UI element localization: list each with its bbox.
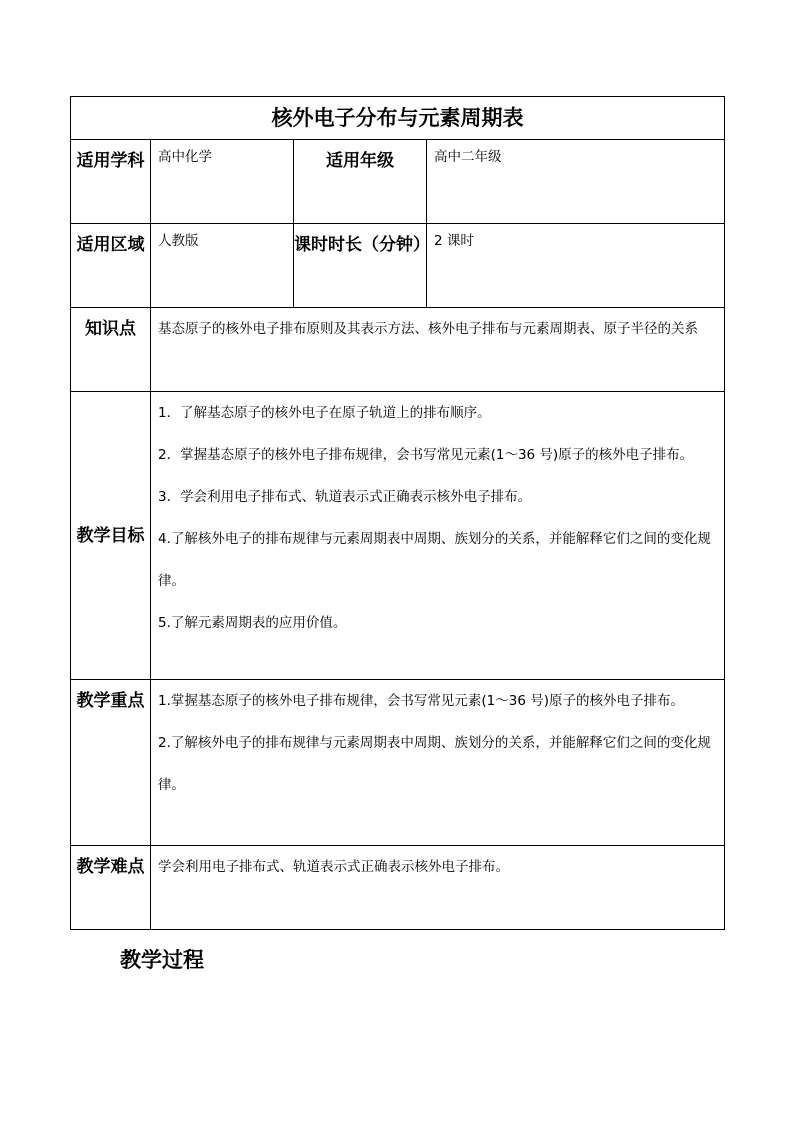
key-points-label: 教学重点 — [71, 680, 151, 846]
grade-value: 高中二年级 — [427, 140, 725, 224]
region-label: 适用区域 — [71, 224, 151, 308]
goal-item: 5.了解元素周期表的应用价值。 — [158, 615, 347, 631]
difficulty-value: 学会利用电子排布式、轨道表示式正确表示核外电子排布。 — [151, 846, 725, 930]
knowledge-row — [71, 308, 725, 392]
duration-value: 2 课时 — [427, 224, 725, 308]
difficulty-label: 教学难点 — [71, 846, 151, 930]
subject-label: 适用学科 — [71, 140, 151, 224]
difficulty-row — [71, 846, 725, 930]
goal-item: 4.了解核外电子的排布规律与元素周期表中周期、族划分的关系，并能解释它们之间的变化规律。 — [158, 531, 711, 589]
subject-row — [71, 140, 725, 224]
process-heading: 教学过程 — [120, 948, 204, 972]
region-row — [71, 224, 725, 308]
key-points-row — [71, 680, 725, 846]
duration-label: 课时时长（分钟） — [294, 224, 427, 308]
subject-value: 高中化学 — [151, 140, 294, 224]
key-points-list — [151, 680, 725, 846]
goal-item: 1．了解基态原子的核外电子在原子轨道上的排布顺序。 — [158, 405, 491, 421]
knowledge-value: 基态原子的核外电子排布原则及其表示方法、核外电子排布与元素周期表、原子半径的关系 — [151, 308, 725, 392]
document-title: 核外电子分布与元素周期表 — [71, 97, 725, 140]
goal-item: 2．掌握基态原子的核外电子排布规律，会书写常见元素(1～36 号)原子的核外电子排布。 — [158, 447, 694, 463]
region-value: 人教版 — [151, 224, 294, 308]
goals-label: 教学目标 — [71, 392, 151, 680]
goals-list — [151, 392, 725, 680]
goals-row — [71, 392, 725, 680]
grade-label: 适用年级 — [294, 140, 427, 224]
title-row — [71, 97, 725, 140]
goal-item: 3．学会利用电子排布式、轨道表示式正确表示核外电子排布。 — [158, 489, 532, 505]
lesson-plan-table — [70, 96, 725, 930]
key-point-item: 1.掌握基态原子的核外电子排布规律，会书写常见元素(1～36 号)原子的核外电子排布。 — [158, 693, 684, 709]
knowledge-label: 知识点 — [71, 308, 151, 392]
key-point-item: 2.了解核外电子的排布规律与元素周期表中周期、族划分的关系，并能解释它们之间的变化规律。 — [158, 735, 711, 793]
